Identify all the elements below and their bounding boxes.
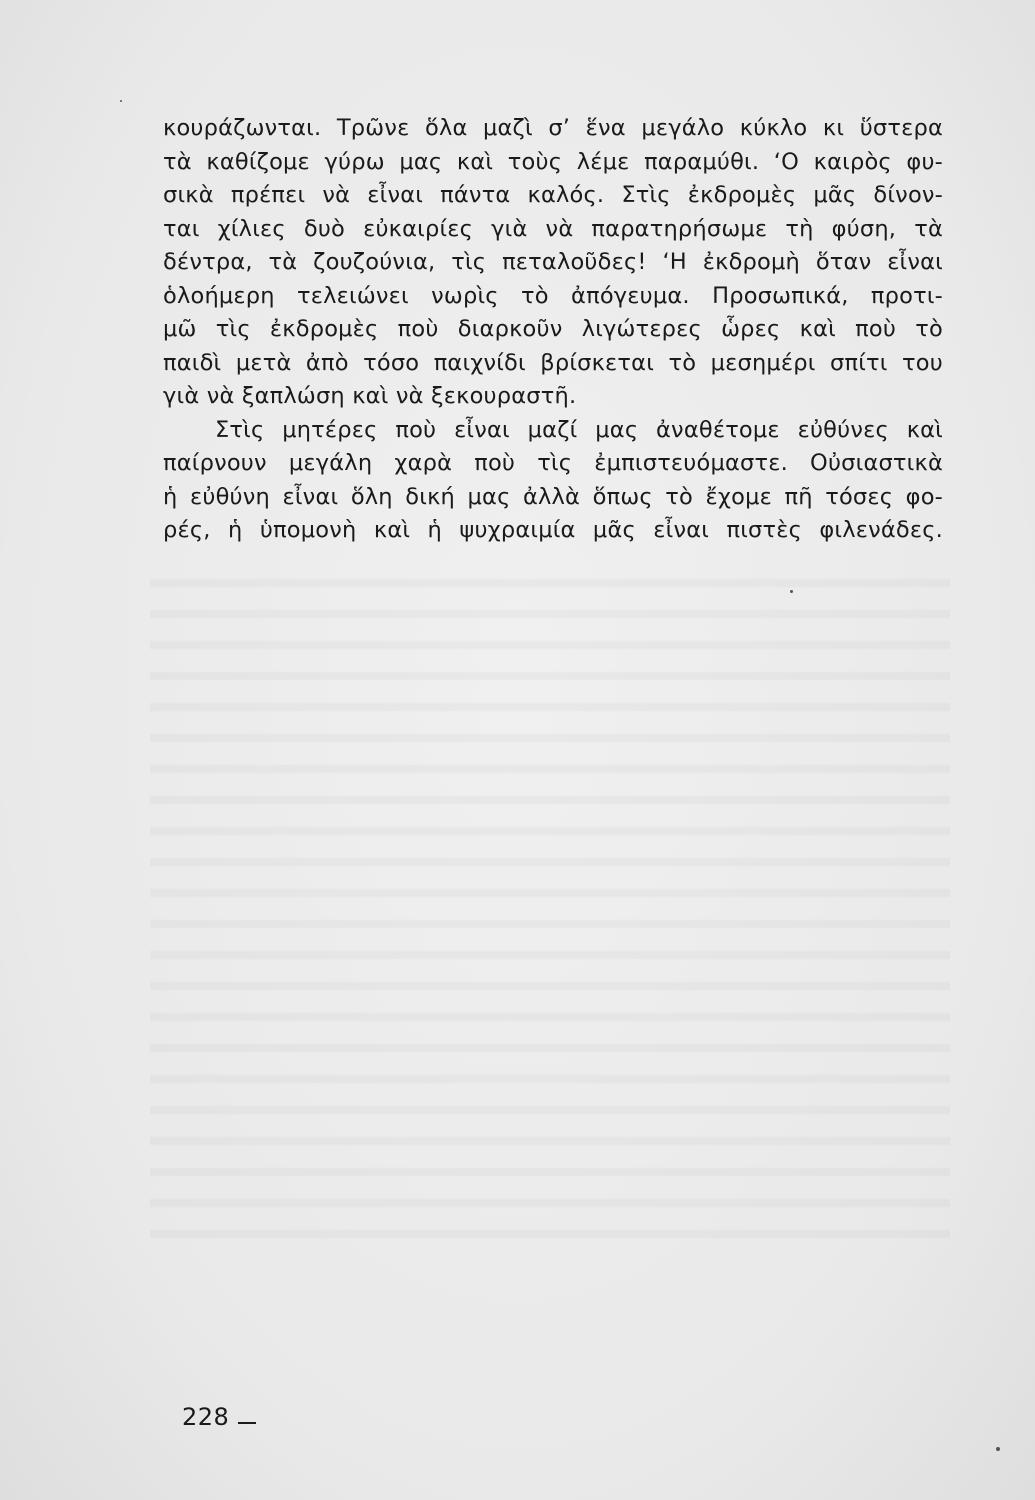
text-line: σικὰ πρέπει νὰ εἶναι πάντα καλός. Στὶς ἐκδρομὲς μᾶς δίνον- (163, 182, 943, 208)
text-line: Στὶς μητέρες ποὺ εἶναι μαζί μας ἀναθέτομε εὐθύνες καὶ (215, 416, 943, 443)
text-line: ἡ εὐθύνη εἶναι ὅλη δική μας ἀλλὰ ὅπως τὸ ἔχομε πῆ τόσες φο- (163, 483, 943, 510)
body-text (163, 112, 943, 548)
page-number: 228 (182, 1403, 230, 1431)
text-line: ται χίλιες δυὸ εὐκαιρίες γιὰ νὰ παρατηρήσωμε τὴ φύση, τὰ (163, 215, 943, 242)
show-through-texture (150, 560, 950, 1260)
paragraph-1 (163, 112, 943, 414)
text-line: παίρνουν μεγάλη χαρὰ ποὺ τὶς ἐμπιστευόμαστε. Οὐσιαστικὰ (163, 450, 943, 476)
text-line: τὰ καθίζομε γύρω μας καὶ τοὺς λέμε παραμύθι. ‘Ο καιρὸς φυ- (163, 148, 943, 175)
paper-speck (996, 1447, 1000, 1451)
text-line: μῶ τὶς ἐκδρομὲς ποὺ διαρκοῦν λιγώτερες ὧρες καὶ ποὺ τὸ (163, 316, 943, 342)
text-line: κουράζωνται. Τρῶνε ὅλα μαζὶ σ’ ἕνα μεγάλο κύκλο κι ὕστερα (163, 115, 943, 141)
text-line: ὁλοήμερη τελειώνει νωρὶς τὸ ἀπόγευμα. Προσωπικά, προτι- (163, 282, 943, 309)
text-line: γιὰ νὰ ξαπλώση καὶ νὰ ξεκουραστῆ. (163, 383, 577, 409)
paper-speck (120, 100, 122, 102)
text-line: παιδὶ μετὰ ἀπὸ τόσο παιχνίδι βρίσκεται τὸ μεσημέρι σπίτι του (163, 349, 943, 376)
paper-speck (790, 590, 793, 593)
text-line: δέντρα, τὰ ζουζούνια, τὶς πεταλοῦδες! ‘Η ἐκδρομὴ ὅταν εἶναι (163, 249, 943, 275)
text-line: ρές, ἡ ὑπομονὴ καὶ ἡ ψυχραιμία μᾶς εἶναι πιστὲς φιλενάδες. (163, 517, 943, 543)
paragraph-2 (163, 414, 943, 548)
page-number-dash (238, 1422, 256, 1424)
